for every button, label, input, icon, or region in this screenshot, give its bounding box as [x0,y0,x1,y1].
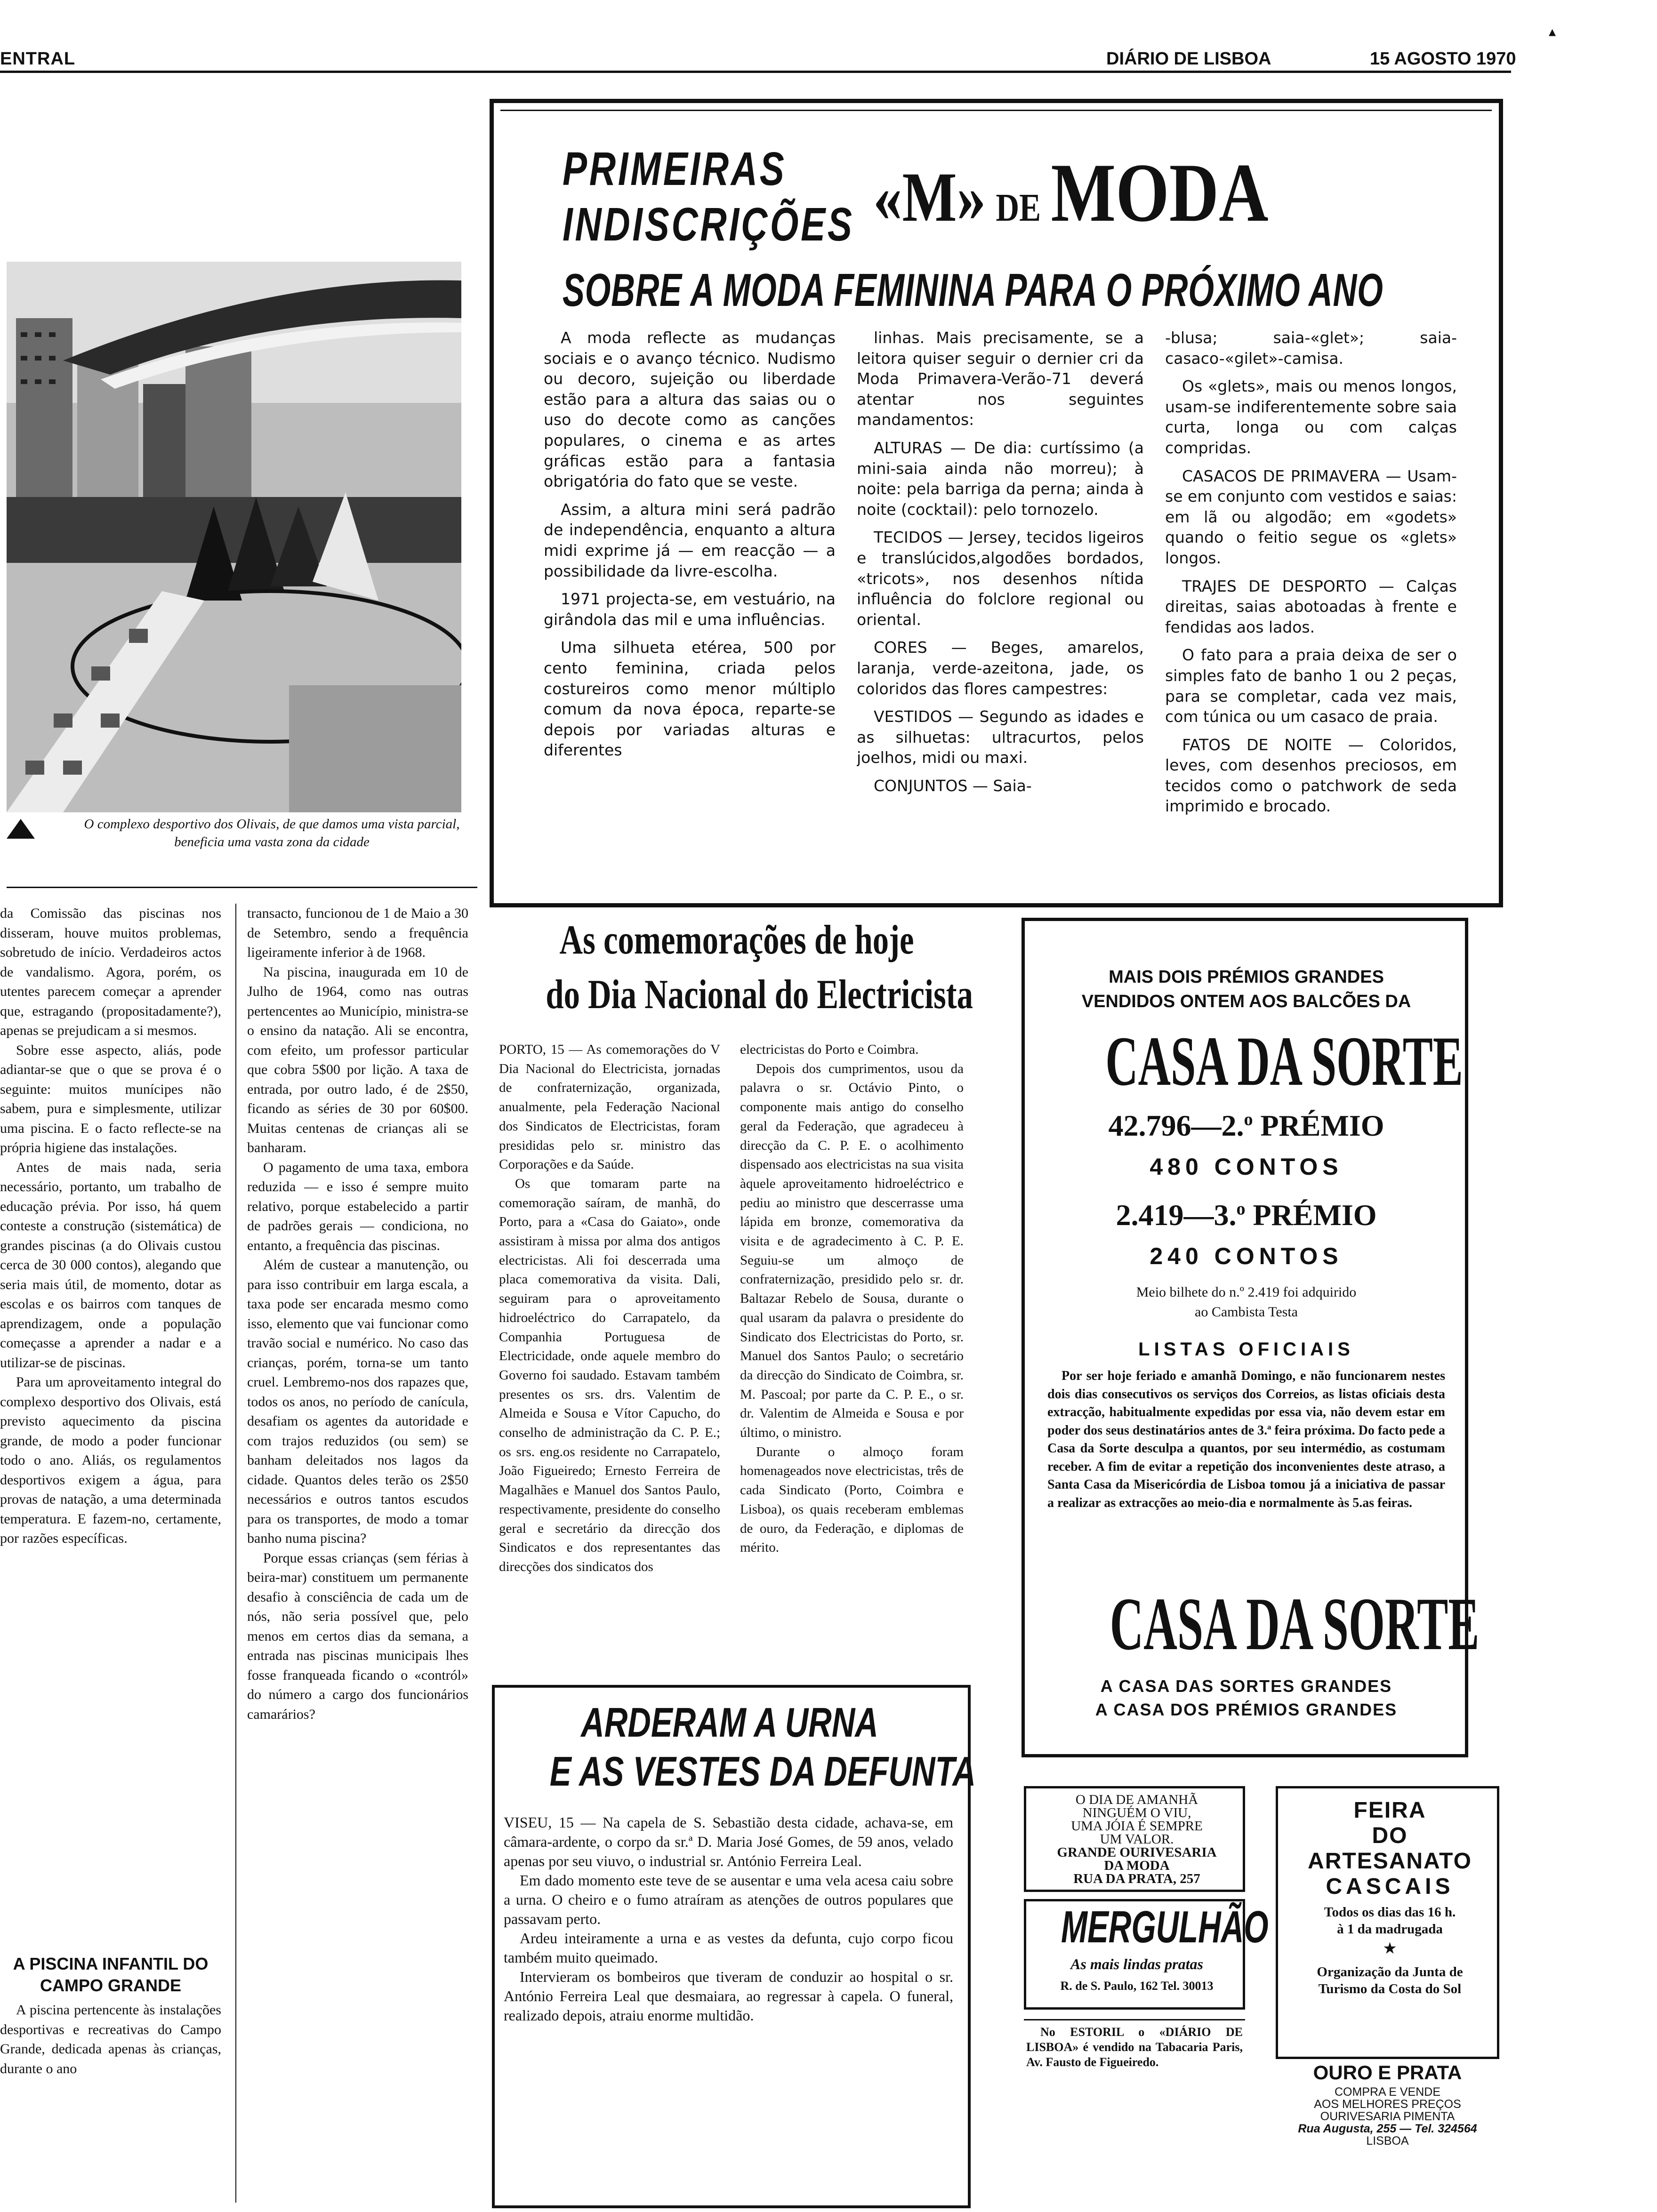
piscinas-c2-p3: O pagamento de uma taxa, embora reduzida — e isso é sempre muito relativo, porque estabelecido a partir de padrões gerais — condiciona, no entanto, a frequência das piscinas. [247,1159,468,1253]
ouro-prata-text [1276,2086,1499,2147]
urna-p2: Em dado momento este teve de se ausentar e uma vela acesa caiu sobre a urna. O cheiro e o fumo atraíram as atenções de outros populares que passavam perto. [504,1872,953,1927]
moda-c3-p4: TRAJES DE DESPORTO — Calças direitas, saias abotoadas à frente e fendidas aos lados. [1165,577,1457,636]
ouro-line4: Rua Augusta, 255 — Tel. 324564 [1298,2122,1477,2135]
ouro-line5: LISBOA [1366,2134,1409,2148]
prize-3-sup: o [1236,1199,1246,1219]
estoril-notice: No ESTORIL o «DIÁRIO DE LISBOA» é vendido na Tabacaria Paris, Av. Fausto de Figueiredo. [1026,2025,1243,2069]
prize-2-number: 42.796—2. [1108,1109,1244,1142]
moda-c1-p2: Assim, a altura mini será padrão de independência, enquanto a altura midi exprime já — em reacção — a possibilidade da livre-escolha. [544,500,836,580]
feira-hours2: à 1 da madrugada [1337,1922,1443,1937]
piscinas-subhead: A PISCINA INFANTIL DO CAMPO GRANDE [13,1954,209,1995]
prize-3-value: 240 CONTOS [1150,1243,1343,1269]
section-label: ENTRAL [0,49,76,69]
ourivesaria-moda-text [1029,1793,1245,1885]
caption-arrow-icon [7,819,35,839]
masthead-rule [0,71,1511,73]
feira-line3: ARTESANATO [1308,1849,1472,1874]
piscinas-c2-p5: Porque essas crianças (sem férias à beira-mar) constituem um permanente desafio à consciência de cada um de nós, não seria possível que, pelo menos em certos dias da semana, a entrada nas piscinas municipais lhes fosse franqueada ficando o «contról» do número a cargo dos funcionários camarários? [247,1550,468,1722]
photo-divider [7,887,477,888]
casa-note-line2: ao Cambista Testa [1195,1304,1298,1320]
moda-subtitle: SOBRE A MODA FEMININA PARA O PRÓXIMO ANO [563,264,1384,316]
moda-c3-p1: -blusa; saia-«glet»; saia-casaco-«gilet»-camisa. [1165,329,1457,368]
prize-2-line [1026,1108,1466,1143]
piscinas-c2-p1: transacto, funcionou de 1 de Maio a 30 de Setembro, sendo a frequência ligeiramente inferior à de 1968. [247,906,468,960]
listas-title: LISTAS OFICIAIS [1138,1339,1354,1360]
feira-line2: DO [1372,1823,1408,1848]
casa-tags [1026,1675,1466,1722]
mergulhao-name: MERGULHÃO [1061,1902,1269,1952]
ad-moda-line6: DA MODA [1104,1858,1170,1873]
piscinas-column-1 [0,904,221,1939]
mergulhao-address: R. de S. Paulo, 162 Tel. 30013 [1060,1979,1214,1993]
feira-org2: Turismo da Costa do Sol [1318,1981,1462,1996]
feira-hours1: Todos os dias das 16 h. [1324,1905,1456,1920]
piscinas-c1-p2: Sobre esse aspecto, aliás, pode adiantar-se que o que se prova é o seguinte: muitos munícipes não sabem, pura e simplesmente, utilizar uma piscina. E o facto reflecte-se na própria higiene das instalações. [0,1042,221,1155]
moda-c1-p3: 1971 projecta-se, em vestuário, na girândola das mil e uma influências. [544,590,836,629]
prize-3-label: PRÉMIO [1253,1198,1377,1232]
electricista-c2-p1: electricistas do Porto e Coimbra. [740,1042,919,1057]
moda-title [873,144,1269,241]
piscinas-column-1-end [0,2000,221,2207]
piscinas-c2-p2: Na piscina, inaugurada em 10 de Julho de 1964, como nas outras pertencentes ao Município, ministra-se o ensino da natação. Ali se encontra, com efeito, um professor particular que cobra 5$00 por lição. A taxa de entrada, por outro lado, é de 2$50, ficando as séries de 30 por 60$00. Muitas centenas de crianças ali se banharam. [247,964,468,1155]
newspaper-name: DIÁRIO DE LISBOA [1106,49,1271,69]
moda-column-1 [544,328,836,883]
moda-c2-p5: VESTIDOS — Segundo as idades e as silhuetas: ultracurtos, pelos joelhos, midi ou maxi. [857,707,1144,767]
ad-moda-line1: O DIA DE AMANHÃ [1075,1792,1199,1807]
piscinas-c2-p4: Além de custear a manutenção, ou para isso contribuir em larga escala, a taxa pode ser encarada mesmo como isso, elemento que vai funcionar como travão social e numérico. No caso das crianças, porém, torna-se um tanto cruel. Lembremo-nos dos rapazes que, todos os anos, no período de canícula, desafiam os agentes da autoridade e com trajos reduzidos (ou sem) se banham deleitados nos lagos da cidade. Quantos deles terão os 2$50 necessários e outros tantos escudos para os transportes, de modo a tomar banho numa piscina? [247,1257,468,1546]
star-icon: ★ [1383,1939,1397,1958]
electricista-c1-p2: Os que tomaram parte na comemoração saíram, de manhã, do Porto, para a «Casa do Gaiato», onde assistiram à missa por alma dos antigos electricistas. Ali foi descerrada uma placa comemorativa da visita. Dali, seguiram para o aproveitamento hidroeléctrico do Carrapatelo, da Companhia Portuguesa de Electricidade, onde aquele membro do Governo foi saudado. Estavam também presentes os srs. drs. Valentim de Almeida e Sousa e Vítor Capucho, do conselho de administração da C. P. E.; os srs. eng.os residente no Carrapatelo, João Figueiredo; Ernesto Ferreira de Magalhães e Manuel dos Santos Paulo, respectivamente, presidente do conselho geral e secretário da direcção dos Sindicatos e dos representantes das direcções dos sindicatos dos [499,1176,720,1574]
urna-p4: Intervieram os bombeiros que tiveram de conduzir ao hospital o sr. António Ferreira Leal que desmaiara, ao regressar à capela. O funeral, realizado depois, atraiu enorme multidão. [504,1968,953,2024]
urna-title-line2: E AS VESTES DA DEFUNTA [549,1748,976,1795]
electricista-c1-p1: PORTO, 15 — As comemorações do V Dia Nacional do Electricista, jornadas de confraternização, organizada, anualmente, pela Federação Nacional dos Sindicatos de Electricistas, foram presididas pelo sr. ministro das Corporações e da Saúde. [499,1042,720,1172]
ad-moda-line7: RUA DA PRATA, 257 [1073,1871,1200,1886]
feira-title [1280,1798,1499,1899]
electricista-title-line1: As comemorações de hoje [559,917,914,963]
feira-org [1280,1964,1499,1997]
moda-inner-rule [500,110,1492,111]
feira-line1: FEIRA [1353,1798,1426,1823]
prize-2-sup: o [1244,1109,1253,1130]
estoril-top-rule [1024,2019,1245,2020]
piscinas-c1-p3: Antes de mais nada, seria necessário, portanto, um trabalho de educação prévia. Por isso, há quem conteste a construção (sistemática) de grandes piscinas (a do Olivais custou cerca de 30 000 contos), alegando que seria mais útil, de momento, dotar as escolas e os bairros com tanques de aprendizagem, onde a população começasse a aprender a nadar e a utilizar-se de piscinas. [0,1159,221,1370]
moda-column-2 [857,328,1144,883]
moda-kicker [563,141,854,252]
casa-intro-line2: VENDIDOS ONTEM AOS BALCÕES DA [1081,992,1411,1011]
listas-text: Por ser hoje feriado e amanhã Domingo, e não funcionarem nestes dois dias consecutivos os serviços dos Correios, as listas oficiais desta extracção, habitualmente expedidas por essa via, não devem estar em poder dos seus destinatários antes de 3.ª feira próxima. Do facto pede a Casa da Sorte desculpa a quantos, por seu intermédio, as costumam receber. A fim de evitar a repetição dos inconvenientes deste atraso, a Santa Casa da Misericórdia de Lisboa tomou já a iniciativa de passar a realizar as extracções ao meio-dia e normalmente às 5.as feiras. [1047,1369,1445,1510]
sports-complex-photo [7,262,461,812]
prize-2-label: PRÉMIO [1260,1109,1384,1142]
urna-title-line1: ARDERAM A URNA [581,1699,878,1746]
moda-c3-p2: Os «glets», mais ou menos longos, usam-se indiferentemente sobre saia curta, longa ou com calças compridas. [1165,377,1457,457]
piscinas-c1-p4: Para um aproveitamento integral do complexo desportivo dos Olivais, está previsto aquecimento da piscina grande, de modo a poder funcionar todo o ano. Aliás, os regulamentos desportivos exigem a água, para provas de natação, a uma determinada temperatura. E fazem-no, certamente, por razões específicas. [0,1374,221,1546]
casa-intro [1026,965,1466,1014]
piscinas-c1-end: A piscina pertencente às instalações desportivas e recreativas do Campo Grande, dedicada apenas às crianças, durante o ano [0,2002,221,2076]
mergulhao-tagline: As mais lindas pratas [1070,1956,1203,1972]
ad-moda-line2: NINGUÉM O VIU, [1082,1805,1191,1820]
urna-body [504,1813,953,2189]
electricista-c2-p2: Depois dos cumprimentos, usou da palavra o sr. Octávio Pinto, o componente mais antigo do conselho geral da Federação, que agradeceu à direcção da C. P. E. o acolhimento dispensado aos electricistas na sua visita àquele aproveitamento hidroeléctrico e pediu ao ministro que descerrasse uma lápida em bronze, comemorativa da visita e de agradecimento à C. P. E. Seguiu-se um almoço de confraternização, presidido pelo sr. dr. Baltazar Rebelo de Sousa, durante o qual usaram da palavra o presidente do Sindicato dos Electricistas do Porto, sr. Manuel dos Santos Paulo; o secretário da direcção do Sindicato de Coimbra, sr. M. Pascoal; por parte da C. P. E., o sr. dr. Valentim de Almeida e Sousa e por último, o ministro. [740,1061,964,1441]
moda-c3-p5: O fato para a praia deixa de ser o simples fato de banho 1 ou 2 peças, para se completar, cada vez mais, com túnica ou um casaco de praia. [1165,646,1457,726]
electricista-column-2 [740,1040,964,1657]
prize-3-line [1026,1198,1466,1233]
ouro-line3: OURIVESARIA PIMENTA [1320,2110,1455,2123]
casa-note-line1: Meio bilhete do n.º 2.419 foi adquirido [1136,1284,1357,1300]
moda-c1-p1: A moda reflecte as mudanças sociais e o avanço técnico. Nudismo ou decoro, sujeição ou liberdade estão para a altura das saias ou o uso do decote como as canções populares, o cinema e as artes gráficas estão para a fantasia obrigatória do fato que se veste. [544,329,836,491]
ouro-line2: AOS MELHORES PREÇOS [1314,2098,1461,2111]
moda-column-3 [1165,328,1457,883]
piscinas-column-2 [247,904,468,2207]
electricista-column-1 [499,1040,720,1657]
moda-title-de: DE [996,186,1041,230]
urna-headline [549,1698,976,1796]
photo-caption: O complexo desportivo dos Olivais, de que damos uma vista parcial, beneficia uma vasta zona da cidade [84,817,460,850]
electricista-headline [546,913,973,1022]
moda-c3-p6: FATOS DE NOITE — Coloridos, leves, com desenhos preciosos, em tecidos como o patchwork de seda imprimido e brocado. [1165,735,1457,816]
moda-kicker-line2: INDISCRIÇÕES [563,198,854,251]
moda-title-moda: MODA [1051,146,1269,239]
casa-name-2: CASA DA SORTE [1110,1582,1480,1666]
photo-illustration [7,262,461,812]
ad-moda-line4: UM VALOR. [1100,1832,1174,1847]
moda-c2-p6: CONJUNTOS — Saia- [874,776,1032,795]
moda-c3-p3: CASACOS DE PRIMAVERA — Usam-se em conjunto com vestidos e saias: em lã ou algodão; em «godets» quando o feitio segue os «glets» longos. [1165,466,1457,567]
column-rule-left [235,904,236,2203]
ad-moda-line3: UMA JÓIA É SEMPRE [1071,1819,1203,1834]
casa-tag-1: A CASA DAS SORTES GRANDES [1100,1676,1392,1696]
moda-c2-p1: linhas. Mais precisamente, se a leitora quiser seguir o dernier cri da Moda Primavera-Verão-71 deverá atentar nos seguintes mandamentos: [857,329,1144,429]
moda-c1-p4: Uma silhueta etérea, 500 por cento feminina, criada pelos costureiros como menor múltiplo comum da nova época, reparte-se depois por variadas alturas e diferentes [544,638,836,760]
casa-intro-line1: MAIS DOIS PRÉMIOS GRANDES [1109,967,1384,987]
casa-note [1026,1282,1466,1322]
feira-line4: CASCAIS [1326,1874,1454,1899]
urna-p1: VISEU, 15 — Na capela de S. Sebastião desta cidade, achava-se, em câmara-ardente, o corpo da sr.ª D. Maria José Gomes, de 59 anos, velado apenas por seu viuvo, o industrial sr. António Ferreira Leal. [504,1814,953,1869]
corner-mark-icon: ▴ [1549,24,1556,40]
prize-3-number: 2.419—3. [1116,1198,1237,1232]
piscinas-c1-p1: da Comissão das piscinas nos disseram, houve muitos problemas, sobretudo de início. Verdadeiros actos de vandalismo. Agora, porém, os utentes parecem começar a aprender que, estragando (propositadamente?), apenas se prejudicam a si mesmos. [0,906,221,1038]
ouro-line1: COMPRA E VENDE [1334,2085,1441,2099]
moda-c2-p2: ALTURAS — De dia: curtíssimo (a mini-saia ainda não morreu); à noite: pela barriga da perna; ainda à noite (cocktail): pelo tornozelo. [857,438,1144,519]
electricista-title-line2: do Dia Nacional do Electricista [546,972,973,1018]
casa-name: CASA DA SORTE [1105,1022,1463,1100]
feira-org1: Organização da Junta de [1317,1964,1463,1980]
moda-kicker-line1: PRIMEIRAS [563,143,787,195]
urna-p3: Ardeu inteiramente a urna e as vestes da defunta, cujo corpo ficou também muito queimado. [504,1930,953,1966]
moda-title-m: «M» [873,158,986,236]
feira-hours [1280,1904,1499,1938]
ouro-prata-title: OURO E PRATA [1313,2061,1462,2084]
ad-moda-line5: GRANDE OURIVESARIA [1057,1845,1217,1860]
electricista-c2-p3: Durante o almoço foram homenageados nove electricistas, três de cada Sindicato (Porto, Coimbra e Lisboa), os quais receberam emblemas de ouro, da Federação, e diplomas de mérito. [740,1444,964,1555]
issue-date: 15 AGOSTO 1970 [1370,49,1516,69]
moda-c2-p3: TECIDOS — Jersey, tecidos ligeiros e translúcidos,algodões bordados, «tricots», nos desenhos nítida influência do folclore regional ou oriental. [857,528,1144,629]
casa-tag-2: A CASA DOS PRÉMIOS GRANDES [1095,1700,1398,1719]
moda-c2-p4: CORES — Beges, amarelos, laranja, verde-azeitona, jade, os coloridos das flores campestres: [857,638,1144,698]
prize-2-value: 480 CONTOS [1150,1154,1343,1180]
